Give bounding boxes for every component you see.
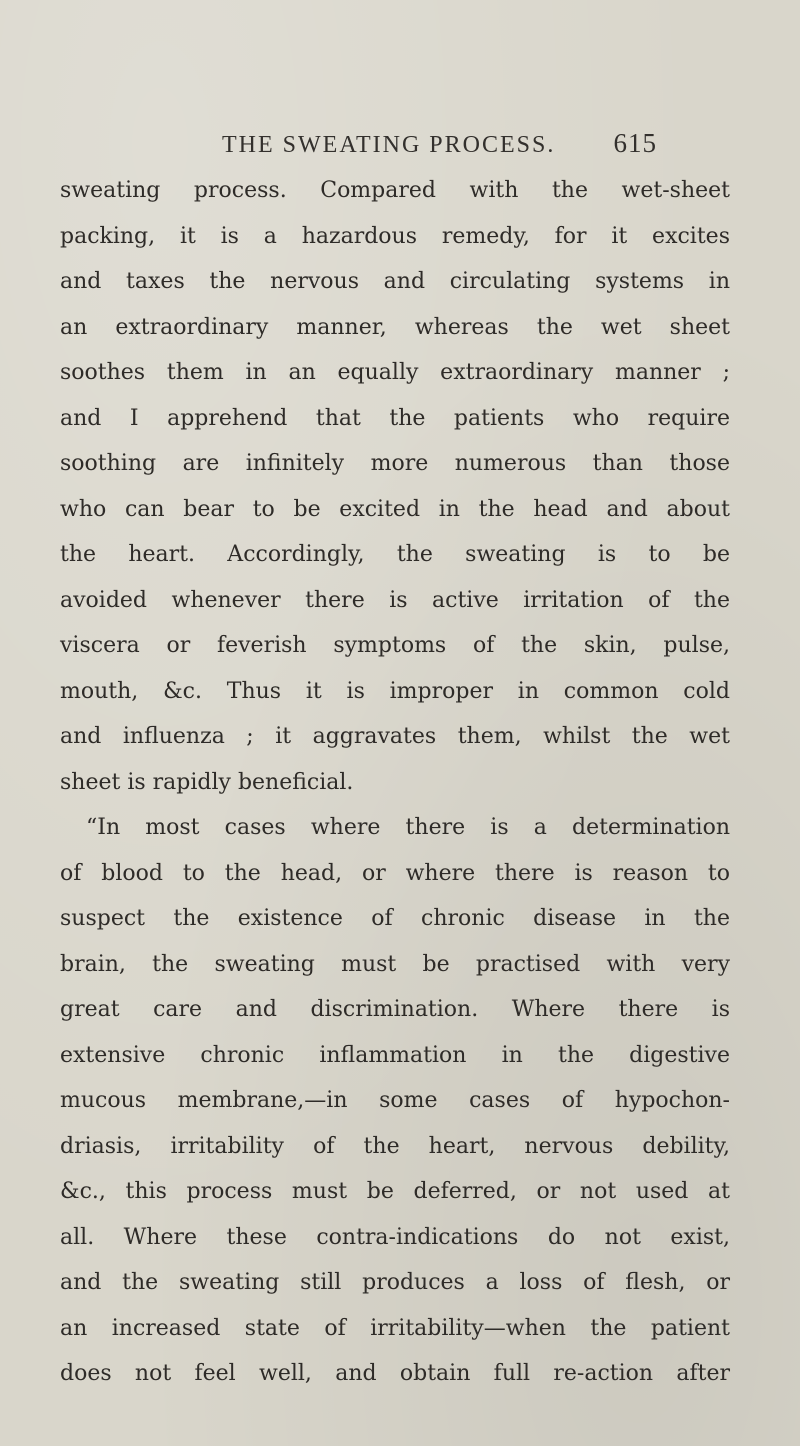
text-line: sweating process. Compared with the wet-sheet [60,178,730,203]
text-line: all. Where these contra-indications do not exist, [60,1224,730,1250]
text-line: sheet is rapidly beneficial. [60,769,354,795]
text-line: mucous membrane,—in some cases of hypochon- [60,1088,730,1113]
text-line: avoided whenever there is active irritation of the [60,587,730,613]
text-line: extensive chronic inflammation in the digestive [60,1042,730,1068]
text-line: of blood to the head, or where there is reason to [60,860,730,886]
page-header [222,128,657,159]
text-line: who can bear to be excited in the head and about [60,496,730,522]
text-line: &c., this process must be deferred, or not used at [60,1179,730,1204]
text-line: and the sweating still produces a loss of flesh, or [60,1270,730,1295]
text-line: and influenza ; it aggravates them, whilst the wet [60,724,730,749]
text-line: an extraordinary manner, whereas the wet sheet [60,314,730,340]
text-line: soothing are infinitely more numerous than those [60,451,730,476]
text-line: “In most cases where there is a determination [86,815,730,840]
text-line: packing, it is a hazardous remedy, for it excites [60,223,730,249]
text-line: mouth, &c. Thus it is improper in common cold [60,678,730,704]
text-line: driasis, irritability of the heart, nervous debility, [60,1133,730,1159]
text-line: soothes them in an equally extraordinary manner ; [60,360,730,385]
text-line: does not feel well, and obtain full re-action after [60,1361,730,1386]
text-line: the heart. Accordingly, the sweating is to be [60,542,730,567]
running-title: THE SWEATING PROCESS. [222,132,556,158]
text-line: an increased state of irritability—when the patient [60,1315,730,1341]
text-line: and I apprehend that the patients who require [60,405,730,431]
text-line: suspect the existence of chronic disease in the [60,906,730,931]
page-number: 615 [613,128,657,158]
text-line: great care and discrimination. Where there is [60,997,730,1022]
text-line: and taxes the nervous and circulating systems in [60,269,730,294]
text-line: brain, the sweating must be practised with very [60,951,730,977]
body-text [60,168,730,1397]
text-line: viscera or feverish symptoms of the skin, pulse, [60,633,730,658]
